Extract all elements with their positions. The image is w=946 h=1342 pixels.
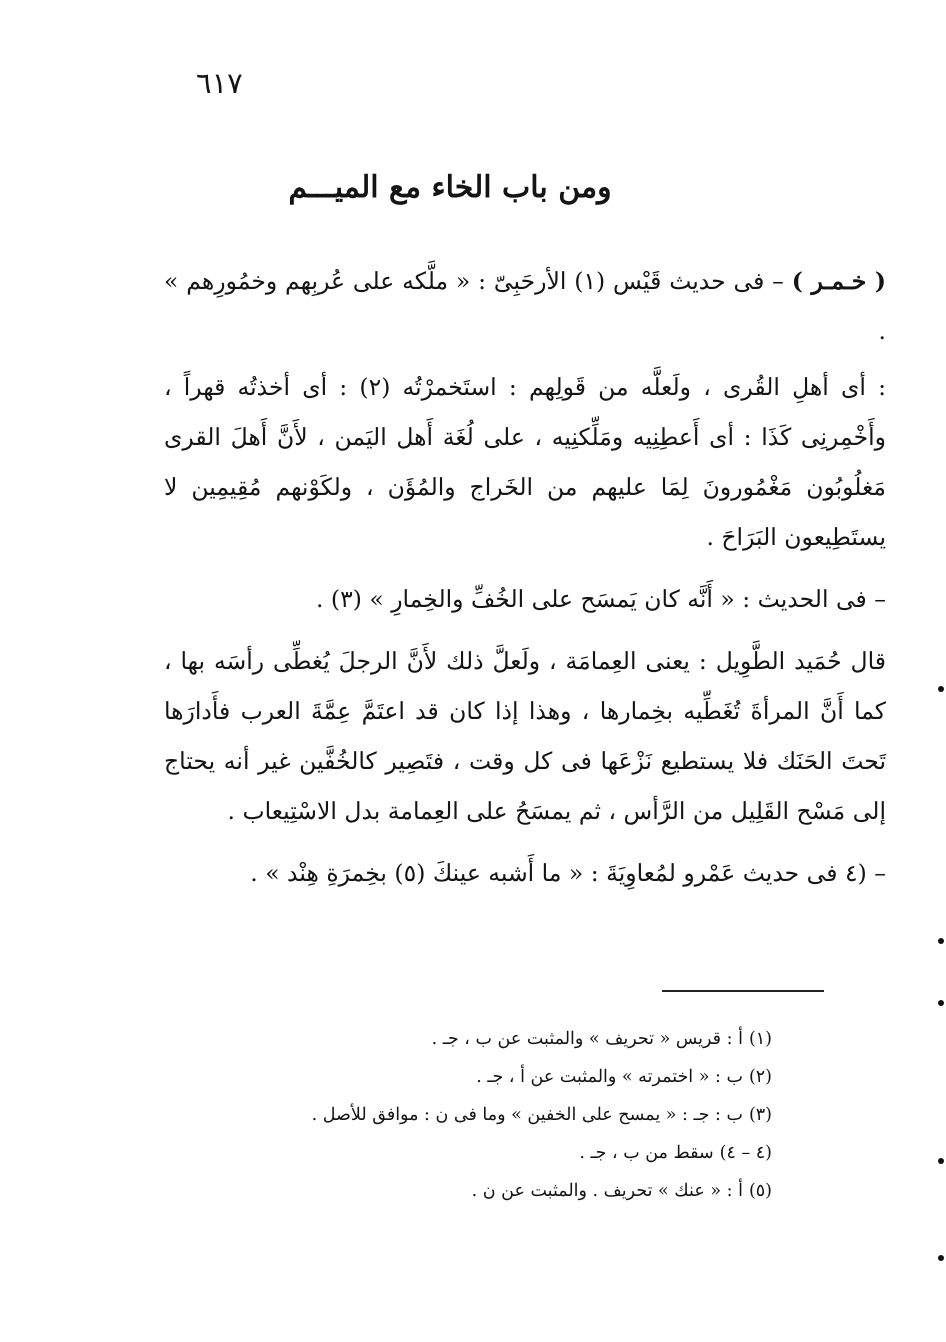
footnote-3 bbox=[180, 1096, 772, 1134]
footnote-1 bbox=[180, 1020, 772, 1058]
footnote-text: أ : قريس « تحريف » والمثبت عن ب ، جـ . bbox=[431, 1029, 743, 1049]
footnote-5 bbox=[180, 1172, 772, 1210]
scan-margin-mark bbox=[938, 686, 944, 692]
footnote-4 bbox=[180, 1134, 772, 1172]
footnote-number: (٣) bbox=[748, 1105, 772, 1125]
footnote-number: (١) bbox=[748, 1029, 772, 1049]
entry-headword: ( خـمـر ) bbox=[791, 267, 886, 295]
entry-text-1: – فى حديث قَيْس (١) الأرحَبِىّ : « ملَّكه على عُربِهم وخمُورِهم » . bbox=[164, 267, 886, 345]
entry-paragraph-4: قال حُمَيد الطَّوِيل : يعنى العِمامَة ، ولَعلَّ ذلك لأَنَّ الرجلَ يُغطِّى رأسَه بها ، كما أَنَّ المرأةَ تُغَطِّيه بخِمارها ، وهذا إذا كان قد اعتَمَّ عِمَّةَ العرب فأَدارَها تَحتَ الحَنَك فلا يستطيع نَزْعَها فى كل وقت ، فتَصِير كالخُفَّين غير أنه يحتاج إلى مَسْح القَلِيل من الرَّأس ، ثم يمسَحُ على العِمامة بدل الاسْتِيعاب . bbox=[164, 647, 886, 825]
footnote-number: (٢) bbox=[748, 1067, 772, 1087]
footnote-2 bbox=[180, 1058, 772, 1096]
page-number: ٦١٧ bbox=[196, 66, 243, 100]
scan-margin-mark bbox=[938, 938, 944, 944]
entry-paragraph-2: : أى أهلِ القُرى ، ولَعلَّه من قَولِهم : استَخمرْتُه (٢) : أى أخذتُه قهراً ، وأَخْمِرنِى كَذَا : أى أَعطِنِيه ومَلِّكنِيه ، على لُغَة أَهل اليَمن ، لأَنَّ أَهلَ القرى مَغلُوبُون مَغْمُورونَ لِمَا عليهم من الخَراج والمُؤَن ، ولكَوْنهم مُقِيمِين لا يستَطِيعون البَرَاحَ . bbox=[164, 373, 886, 551]
scan-margin-mark bbox=[938, 1000, 944, 1006]
scan-margin-mark bbox=[938, 1158, 944, 1164]
footnote-number: (٥) bbox=[748, 1181, 772, 1201]
footnote-text: ب : « اختمرته » والمثبت عن أ ، جـ . bbox=[476, 1067, 743, 1087]
entry-paragraph-3: – فى الحديث : « أَنَّه كان يَمسَح على الخُفِّ والخِمارِ » (٣) . bbox=[315, 585, 886, 613]
footnote-number: (٤ – ٤) bbox=[719, 1143, 772, 1163]
chapter-title: ومن باب الخاء مع الميـــم bbox=[288, 170, 612, 205]
scan-margin-mark bbox=[938, 1255, 944, 1261]
entry-body bbox=[164, 256, 886, 910]
footnotes bbox=[180, 1020, 772, 1210]
entry-paragraph-1 bbox=[164, 256, 886, 356]
footnote-divider bbox=[662, 990, 824, 992]
entry-paragraph-5: – (٤ فى حديث عَمْرو لمُعاوِيَةَ : « ما أَشبه عينكَ (٥) بخِمرَةِ هِنْد » . bbox=[250, 859, 886, 887]
footnote-text: سقط من ب ، جـ . bbox=[579, 1143, 714, 1163]
footnote-text: ب : جـ : « يمسح على الخفين » وما فى ن : موافق للأصل . bbox=[311, 1105, 743, 1125]
footnote-text: أ : « عنك » تحريف . والمثبت عن ن . bbox=[471, 1181, 743, 1201]
